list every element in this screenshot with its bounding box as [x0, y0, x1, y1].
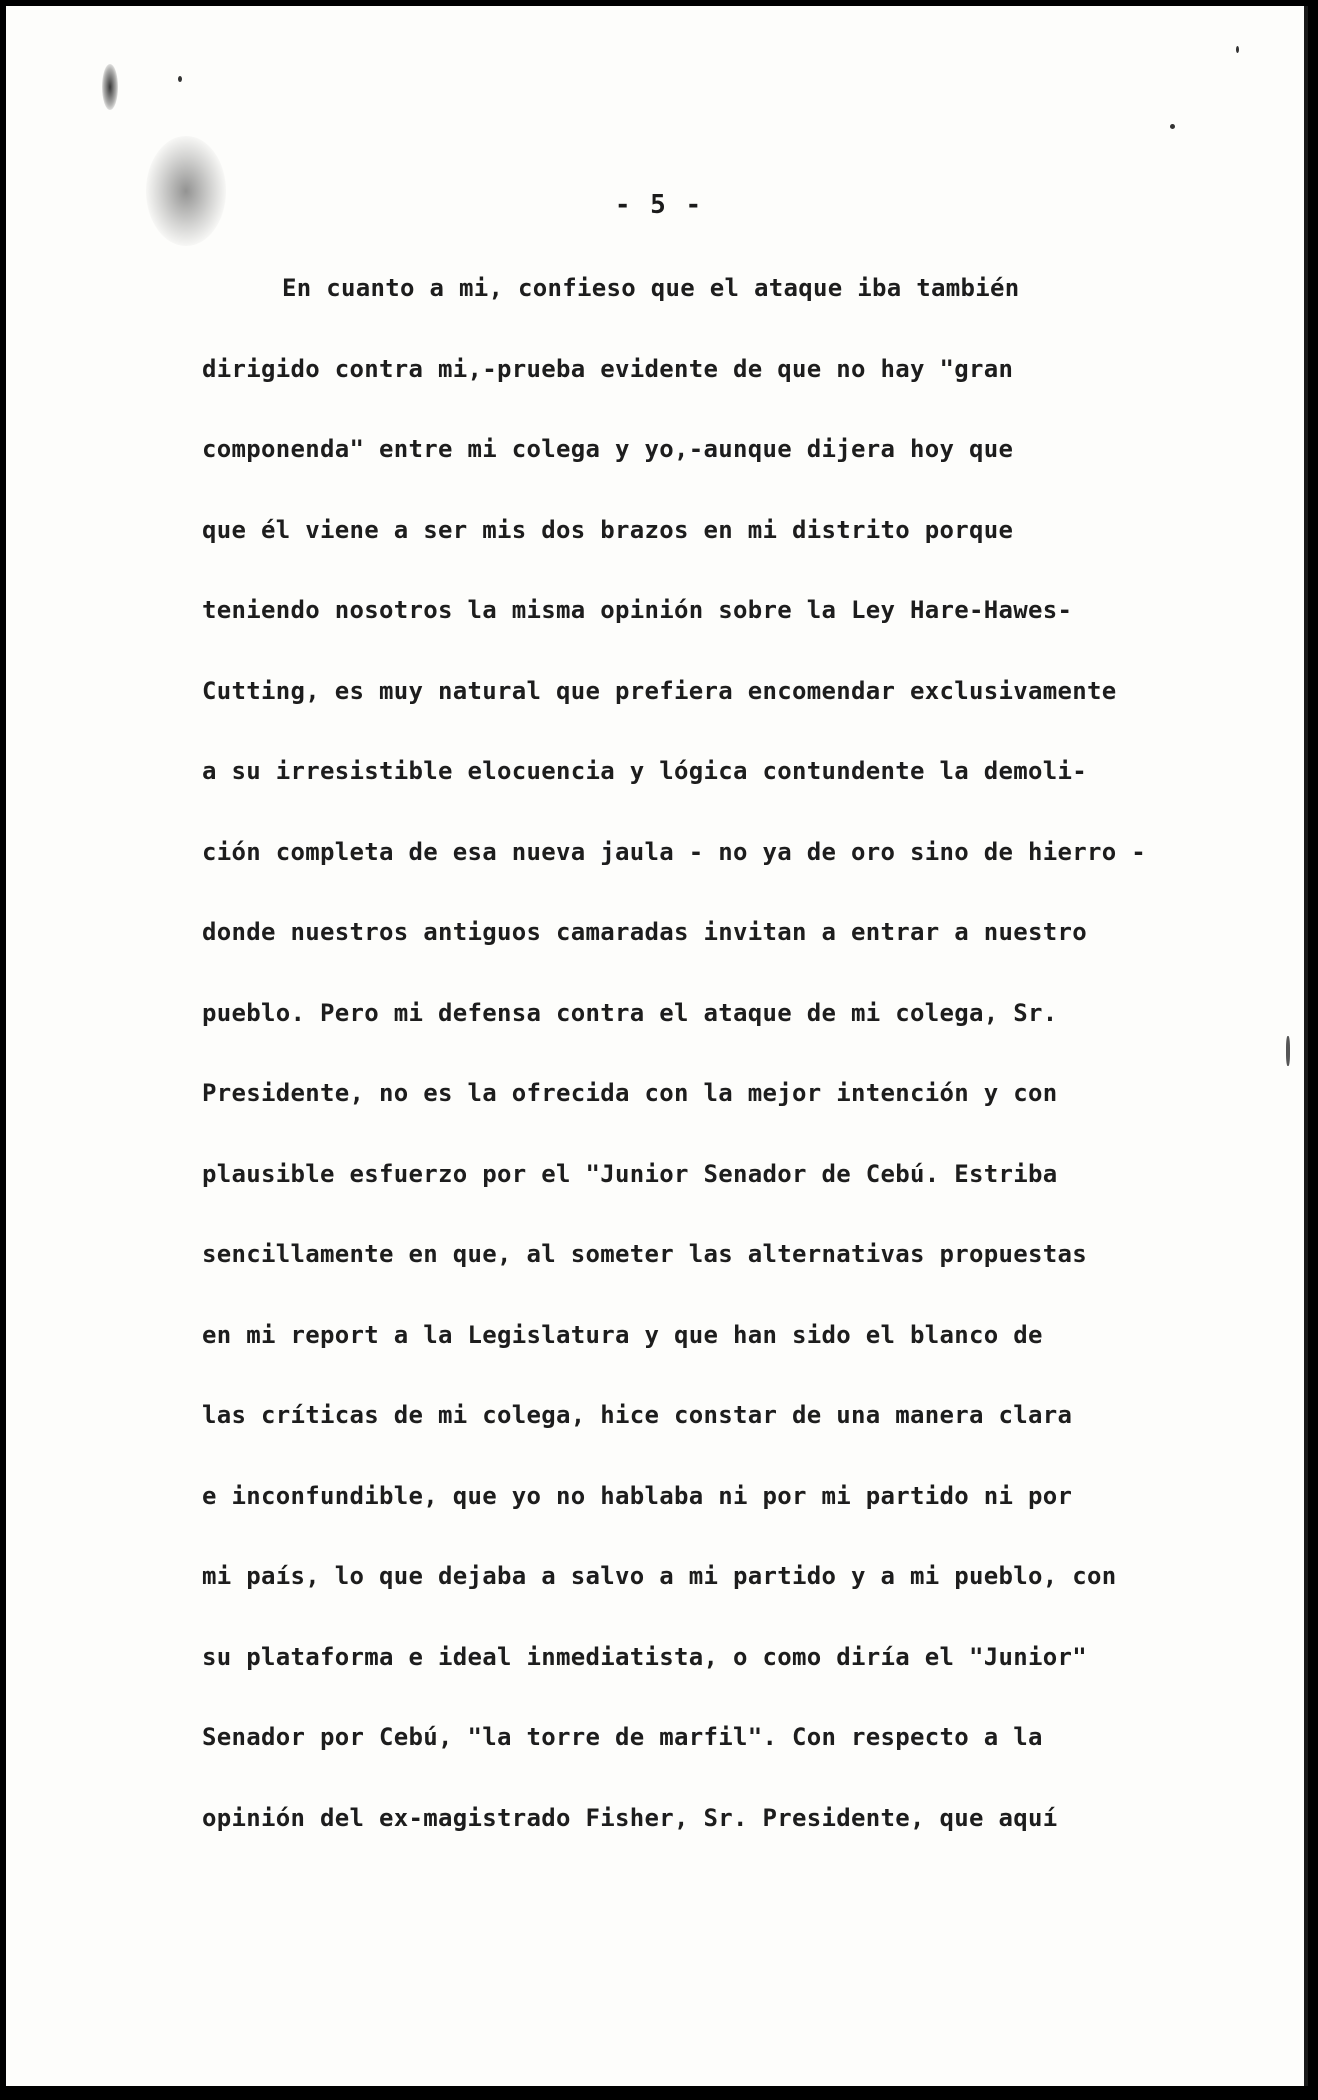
text-line: opinión del ex-magistrado Fisher, Sr. Presidente, que aquí: [202, 1803, 1058, 1832]
text-line: dirigido contra mi,-prueba evidente de que no hay "gran: [202, 354, 1014, 383]
text-line: ción completa de esa nueva jaula - no ya de oro sino de hierro -: [202, 837, 1146, 866]
text-line: pueblo. Pero mi defensa contra el ataque de mi colega, Sr.: [202, 998, 1058, 1027]
text-line: en mi report a la Legislatura y que han sido el blanco de: [202, 1320, 1043, 1349]
text-line: mi país, lo que dejaba a salvo a mi partido y a mi pueblo, con: [202, 1562, 1117, 1590]
text-line: sencillamente en que, al someter las alternativas propuestas: [202, 1240, 1087, 1268]
text-line: componenda" entre mi colega y yo,-aunque dijera hoy que: [202, 435, 1014, 463]
text-line: a su irresistible elocuencia y lógica contundente la demoli-: [202, 757, 1087, 785]
typed-body-text: [202, 260, 1232, 1870]
ink-smudge: [102, 64, 118, 110]
text-line: teniendo nosotros la misma opinión sobre la Ley Hare-Hawes-: [202, 596, 1073, 624]
text-line: su plataforma e ideal inmediatista, o como diría el "Junior": [202, 1642, 1087, 1671]
dust-speck: [1286, 1036, 1290, 1066]
text-line: e inconfundible, que yo no hablaba ni por mi partido ni por: [202, 1481, 1073, 1510]
text-line: que él viene a ser mis dos brazos en mi distrito porque: [202, 515, 1014, 544]
text-line: las críticas de mi colega, hice constar de una manera clara: [202, 1401, 1073, 1429]
text-line: Cutting, es muy natural que prefiera encomendar exclusivamente: [202, 676, 1117, 705]
dust-speck: [1236, 46, 1239, 53]
text-line: donde nuestros antiguos camaradas invitan a entrar a nuestro: [202, 918, 1087, 946]
dust-speck: [178, 76, 182, 82]
dust-speck: [1170, 124, 1175, 129]
text-line: plausible esfuerzo por el "Junior Senador de Cebú. Estriba: [202, 1159, 1058, 1188]
text-line: Senador por Cebú, "la torre de marfil". Con respecto a la: [202, 1723, 1043, 1751]
text-line: En cuanto a mi, confieso que el ataque iba también: [282, 274, 1020, 302]
page-number: - 5 -: [614, 190, 704, 220]
text-line: Presidente, no es la ofrecida con la mejor intención y con: [202, 1079, 1058, 1107]
